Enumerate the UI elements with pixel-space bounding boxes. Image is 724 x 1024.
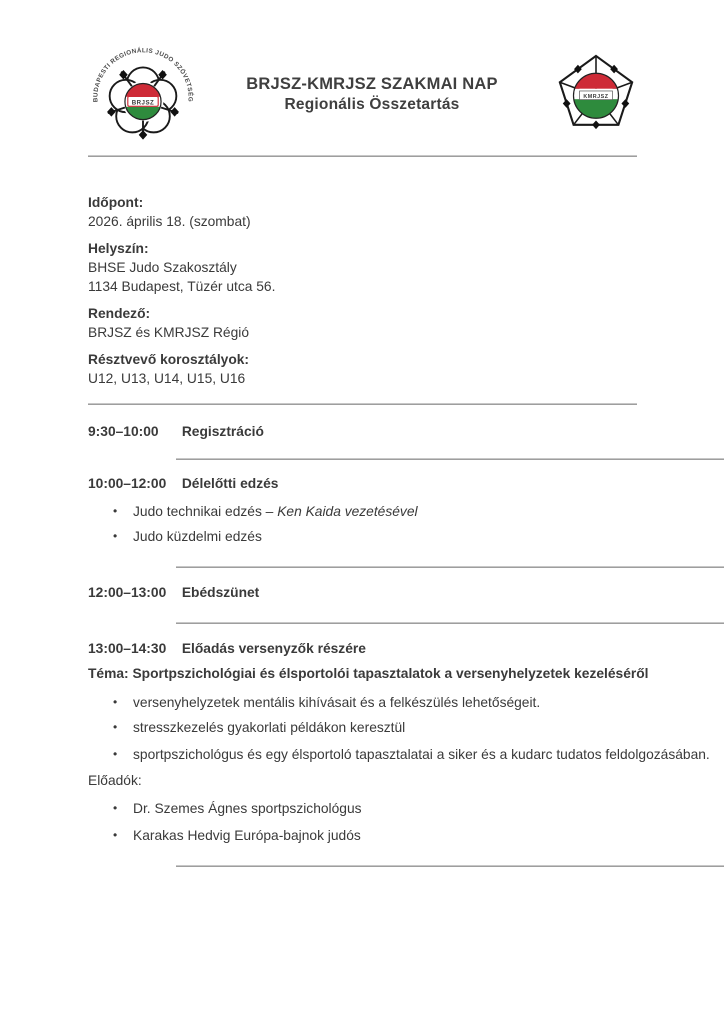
list-item (88, 826, 714, 845)
list-item-text: Karakas Hedvig Európa-bajnok judós (133, 828, 361, 843)
schedule-title: Ebédszünet (181, 585, 260, 600)
info-value: 1134 Budapest, Tüzér utca 56. (88, 279, 276, 294)
info-group-organizer (88, 304, 704, 342)
schedule-time: 9:30–10:00 (88, 424, 159, 439)
info-label: Résztvevő korosztályok: (88, 352, 250, 367)
bullet-icon: • (113, 720, 118, 734)
list-item (88, 799, 714, 818)
list-item-text: sportpszichológus és egy élsportoló tapasztalatai a siker és a kudarc tudatos feldolgozásában. (133, 747, 710, 762)
event-title: BRJSZ-KMRJSZ SZAKMAI NAP (246, 74, 498, 93)
info-group-age-groups (88, 350, 704, 388)
schedule-row-lecture (88, 639, 714, 658)
list-item-text: Judo küzdelmi edzés (133, 529, 262, 544)
info-group-location (88, 239, 704, 296)
lecture-theme: Téma: Sportpszichológiai és élsportolói tapasztalatok a versenyhelyzetek kezeléséről (88, 666, 649, 681)
section-divider (176, 622, 724, 624)
list-item-text (133, 502, 418, 521)
bullet-icon: • (113, 695, 118, 709)
list-item-text-italic: Ken Kaida vezetésével (277, 504, 418, 519)
list-item (88, 745, 714, 764)
section-divider (176, 566, 724, 568)
info-group-datetime (88, 193, 704, 231)
bullet-icon: • (113, 747, 118, 761)
bullet-icon: • (113, 529, 118, 543)
bullet-icon: • (113, 801, 118, 815)
bullet-icon: • (113, 504, 118, 518)
schedule-row-morning-training (88, 474, 714, 493)
schedule-time: 10:00–12:00 (88, 476, 167, 491)
schedule (88, 422, 714, 867)
document-header (0, 0, 724, 150)
schedule-time: 12:00–13:00 (88, 585, 167, 600)
list-item-text: stresszkezelés gyakorlati példákon keresztül (133, 720, 406, 735)
event-info (88, 193, 704, 388)
brjsz-badge-text: BRJSZ (131, 99, 155, 107)
event-title-block (200, 74, 544, 115)
info-value: BHSE Judo Szakosztály (88, 260, 237, 275)
section-divider (88, 403, 637, 405)
info-label: Helyszín: (88, 241, 149, 256)
list-item-text: versenyhelyzetek mentális kihívásait és a felkészülés lehetőségeit. (133, 695, 541, 710)
list-item (88, 502, 714, 521)
list-item (88, 527, 714, 546)
kmrjsz-badge-text: KMRJSZ (583, 93, 609, 100)
info-label: Rendező: (88, 306, 151, 321)
event-subtitle: Regionális Összetartás (284, 95, 460, 113)
schedule-time: 13:00–14:30 (88, 641, 167, 656)
speakers-label: Előadók: (88, 773, 142, 788)
section-divider (88, 155, 637, 157)
section-divider (176, 458, 724, 460)
bullet-icon: • (113, 828, 118, 842)
list-item-text: Dr. Szemes Ágnes sportpszichológus (133, 801, 362, 816)
list-item-text-regular: Judo technikai edzés – (133, 504, 278, 519)
list-item (88, 693, 714, 712)
schedule-title: Regisztráció (181, 424, 264, 439)
kmrjsz-logo-icon (544, 49, 648, 139)
brjsz-ring-text: BUDAPESTI REGIONÁLIS JUDO SZÖVETSÉG (92, 47, 194, 103)
section-divider (176, 865, 724, 867)
schedule-title: Délelőtti edzés (181, 476, 279, 491)
schedule-row-lunch (88, 583, 714, 602)
brjsz-logo-icon (86, 37, 200, 151)
info-value: U12, U13, U14, U15, U16 (88, 371, 246, 386)
info-value: BRJSZ és KMRJSZ Régió (88, 325, 250, 340)
schedule-row-registration (88, 422, 714, 441)
schedule-title: Előadás versenyzők részére (181, 641, 366, 656)
info-label: Időpont: (88, 195, 144, 210)
list-item (88, 718, 714, 737)
info-value: 2026. április 18. (szombat) (88, 214, 251, 229)
